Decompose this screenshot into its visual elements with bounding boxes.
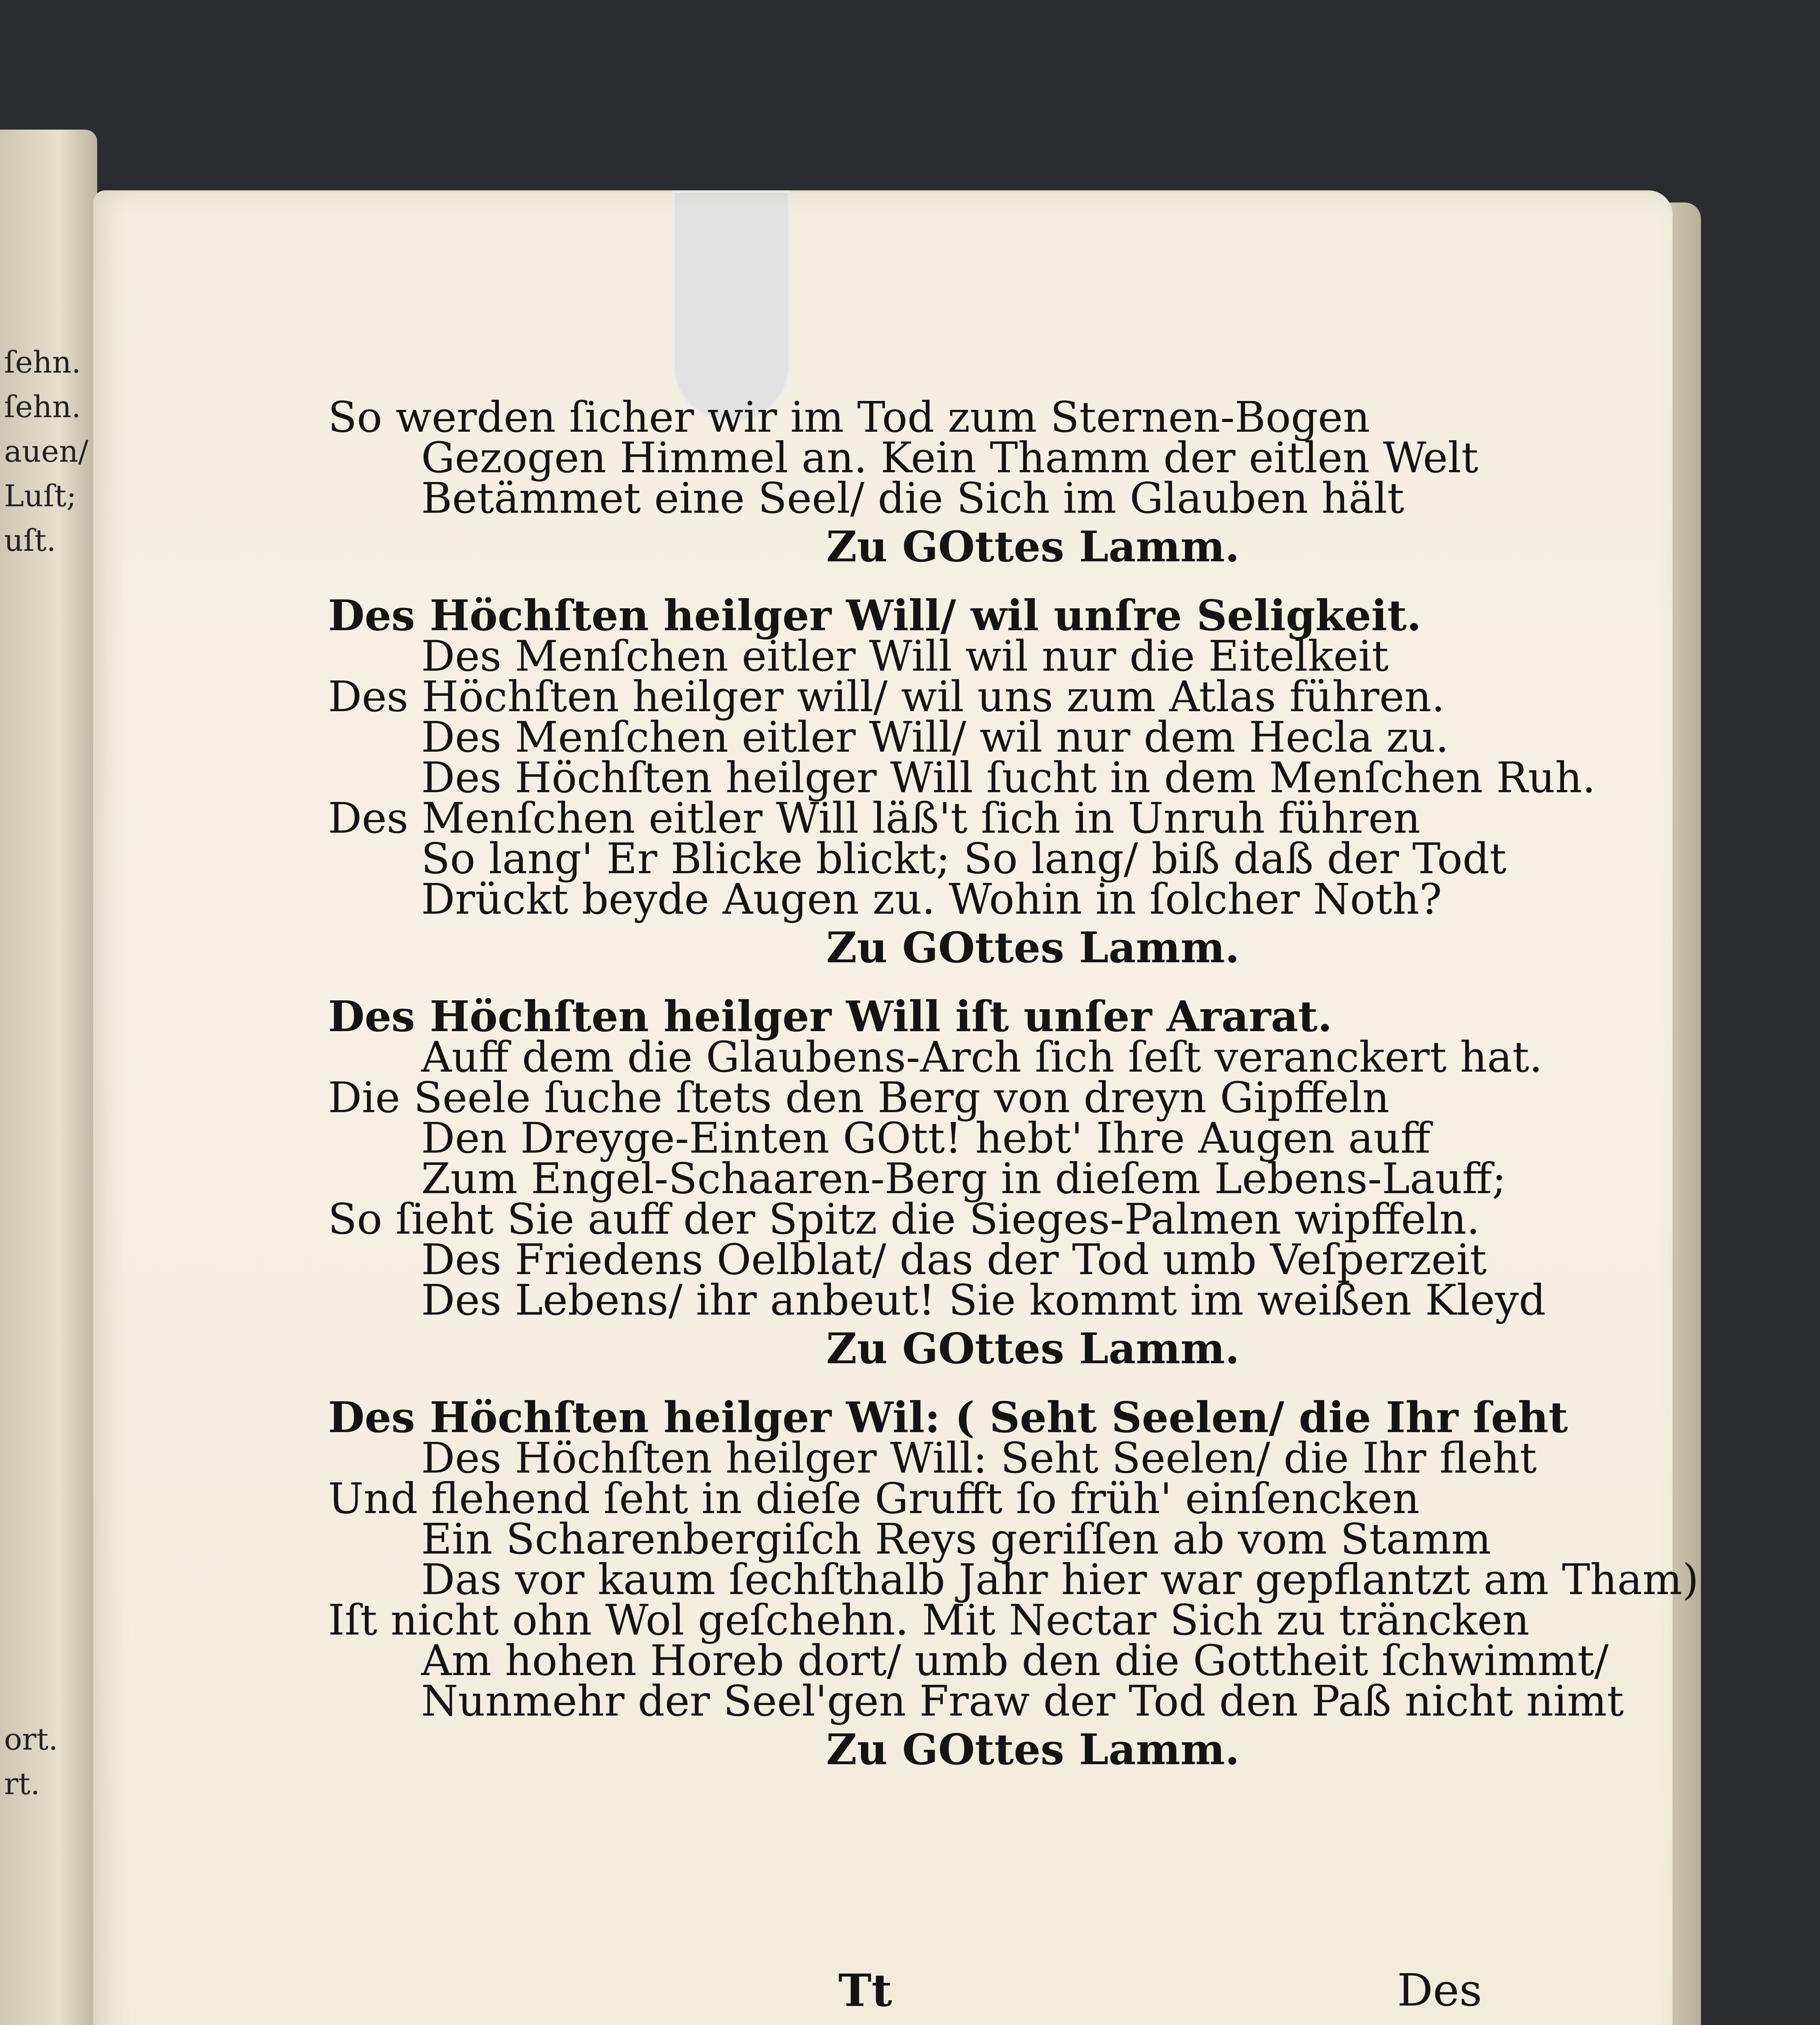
verse-line: So lang' Er Blicke blickt; So lang/ biß daß der Todt: [421, 834, 1507, 883]
verse-line: Den Dreyge-Einten GOtt! hebt' Ihre Augen auff: [421, 1113, 1430, 1163]
facing-page-fragment: Luſt;: [4, 479, 77, 514]
poem-text: [328, 392, 1699, 1798]
verse-line: Auff dem die Glaubens-Arch ſich ſeſt veranckert hat.: [421, 1032, 1543, 1082]
verse-line: Des Lebens/ ihr anbeut! Sie kommt im weißen Kleyd: [421, 1275, 1546, 1325]
signature-mark: Tt: [838, 1964, 892, 2016]
verse-line: Des Höchſten heilger Wil: ( Seht Seelen/ die Ihr ſeht: [328, 1392, 1568, 1442]
verse-line: Nunmehr der Seel'gen Fraw der Tod den Paß nicht nimt: [421, 1676, 1624, 1726]
verse-line: Des Höchſten heilger Will iſt unſer Ararat.: [328, 991, 1332, 1041]
facing-page-fragment: rt.: [4, 1767, 40, 1801]
stanza: [328, 590, 1624, 972]
verse-line: Des Höchſten heilger Will/ wil unſre Seligkeit.: [328, 590, 1421, 640]
verse-line: Des Höchſten heilger Will: Seht Seelen/ die Ihr fleht: [421, 1433, 1537, 1483]
verse-line: Die Seele ſuche ſtets den Berg von dreyn Gipffeln: [328, 1073, 1390, 1122]
facing-page-fragments-bottom: [4, 1717, 93, 1806]
verse-line: Des Menſchen eitler Will wil nur die Eitelkeit: [421, 631, 1389, 681]
holder-strip-top: [672, 190, 791, 422]
verse-line: Ein Scharenbergiſch Reys geriſſen ab vom Stamm: [421, 1514, 1492, 1564]
stanza: [328, 1392, 1699, 1774]
facing-page-fragment: ſehn.: [4, 345, 81, 380]
refrain-line: Zu GOttes Lamm.: [826, 1724, 1240, 1774]
catchword: Des: [1397, 1964, 1482, 2016]
facing-page-fragment: uſt.: [4, 523, 56, 558]
verse-line: Am hohen Horeb dort/ umb den die Gottheit ſchwimmt/: [421, 1636, 1609, 1685]
verse-line: Des Höchſten heilger Will ſucht in dem Menſchen Ruh.: [421, 753, 1596, 802]
verse-line: Das vor kaum ſechſthalb Jahr hier war gepflantzt am Tham): [421, 1555, 1699, 1604]
facing-page-fragment: auen/: [4, 434, 89, 469]
verse-line: Des Menſchen eitler Will läß't ſich in Unruh führen: [328, 793, 1421, 843]
verse-line: Des Höchſten heilger will/ wil uns zum Atlas führen.: [328, 672, 1445, 721]
verse-line: Iſt nicht ohn Wol geſchehn. Mit Nectar Sich zu träncken: [328, 1595, 1530, 1645]
facing-page-fragment: ſehn.: [4, 390, 81, 424]
facing-page-fragment: ort.: [4, 1722, 58, 1757]
verse-line: So ſieht Sie auff der Spitz die Sieges-Palmen wipffeln.: [328, 1194, 1480, 1244]
refrain-line: Zu GOttes Lamm.: [826, 923, 1240, 972]
stanza: [328, 991, 1624, 1373]
verse-line: Drückt beyde Augen zu. Wohin in ſolcher Noth?: [421, 874, 1442, 924]
verse-line: Betämmet eine Seel/ die Sich im Glauben hält: [421, 473, 1404, 523]
verse-line: Gezogen Himmel an. Kein Thamm der eitlen Welt: [421, 433, 1479, 482]
facing-page: [0, 130, 97, 2025]
facing-page-fragments-top: [4, 340, 93, 563]
stanza: [328, 392, 1624, 571]
verse-line: Und flehend ſeht in dieſe Grufft ſo früh' einſencken: [328, 1474, 1420, 1523]
verse-line: Zum Engel-Schaaren-Berg in dieſem Lebens-Lauff;: [421, 1154, 1507, 1203]
refrain-line: Zu GOttes Lamm.: [826, 1324, 1240, 1373]
page-footer: [328, 1964, 1624, 2016]
verse-line: Des Friedens Oelblat/ das der Tod umb Veſperzeit: [421, 1235, 1487, 1284]
verse-line: Des Menſchen eitler Will/ wil nur dem Hecla zu.: [421, 712, 1449, 762]
verse-line: So werden ſicher wir im Tod zum Sternen-Bogen: [328, 392, 1370, 442]
refrain-line: Zu GOttes Lamm.: [826, 522, 1240, 571]
